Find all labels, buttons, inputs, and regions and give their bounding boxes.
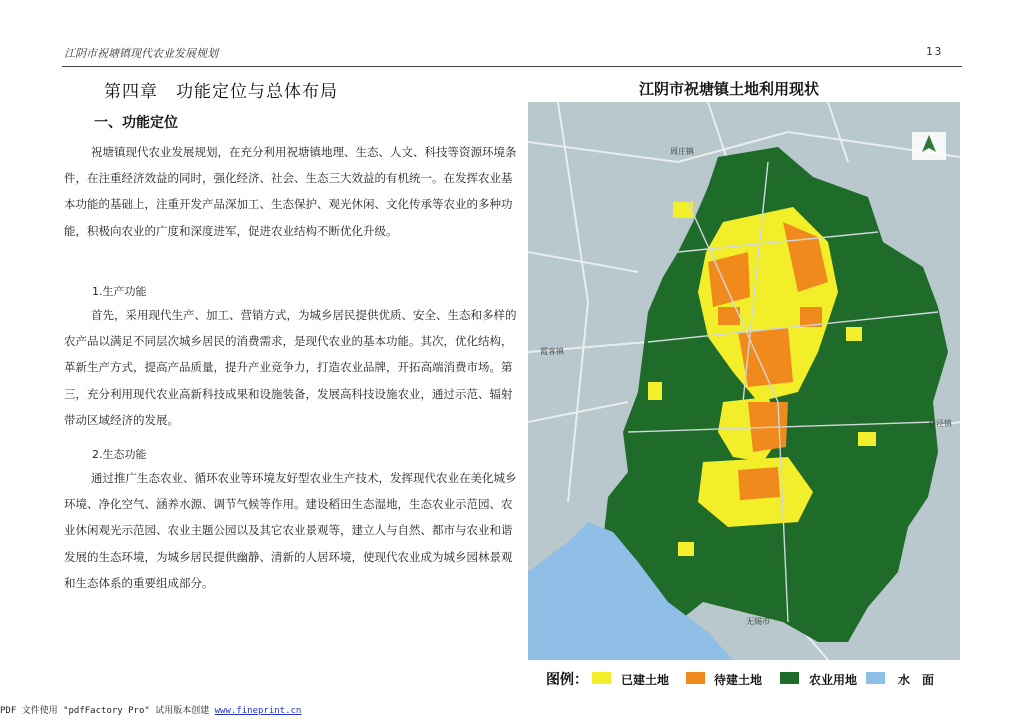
legend-label-built: 已建土地	[621, 673, 670, 687]
chapter-title: 第四章 功能定位与总体布局	[104, 82, 338, 102]
legend-label-agricultural: 农业用地	[809, 673, 858, 687]
place-label-zhouzhuang: 周庄镇	[670, 147, 694, 156]
legend-label-to-build: 待建土地	[714, 673, 763, 687]
land-use-map	[528, 102, 960, 660]
subsection-text-ecology: 通过推广生态农业、循环农业等环境友好型农业生产技术，发挥现代农业在美化城乡环境、净化空气、涵养水源、调节气候等作用。建设稻田生态湿地，生态农业示范园、农业休闲观光示范园、农业主题公园以及其它农业景观等，建立人与自然、都市与农业和谐发展的生态环境，为城乡居民提供幽静、清新的人居环境，使现代农业成为城乡园林景观和生态体系的重要组成部分。	[64, 471, 517, 590]
subsection-text-production: 首先，采用现代生产、加工、营销方式，为城乡居民提供优质、安全、生态和多样的农产品以满足不同层次城乡居民的消费需求，是现代农业的基本功能。其次，优化结构，革新生产方式，提高产品质量，提升产业竞争力，打造农业品牌，开拓高端消费市场。第三，充分利用现代农业高新科技成果和设施装备，发展高科技设施农业，通过示范、辐射带动区域经济的发展。	[64, 308, 517, 427]
north-arrow-icon	[912, 132, 946, 160]
place-label-changjing: 长泾镇	[928, 419, 952, 428]
subsection-heading-ecology: 2.生态功能	[92, 448, 147, 461]
map-legend	[546, 667, 960, 691]
pdf-footer	[0, 703, 301, 716]
legend-title: 图例：	[546, 672, 588, 688]
legend-swatch-built	[592, 672, 611, 684]
intro-paragraph: 祝塘镇现代农业发展规划，在充分利用祝塘镇地理、生态、人文、科技等资源环境条件，在注重经济效益的同时，强化经济、社会、生态三大效益的有机统一。在发挥农业基本功能的基础上，注重开发产品深加工、生态保护、观光休闲、文化传承等农业的多种功能，积极向农业的广度和深度进军，促进农业结构不断优化升级。	[64, 145, 517, 238]
land-use-map-graphic	[528, 102, 960, 660]
footer-link[interactable]: www.fineprint.cn	[214, 706, 302, 716]
legend-swatch-to-build	[686, 672, 705, 684]
subsection-heading-production: 1.生产功能	[92, 285, 147, 298]
place-label-xiake: 霞客镇	[540, 347, 564, 356]
legend-swatch-water	[866, 672, 885, 684]
legend-swatch-agricultural	[780, 672, 799, 684]
footer-text: PDF 文件使用 "pdfFactory Pro" 试用版本创建	[0, 706, 210, 716]
section-title: 一、功能定位	[94, 115, 178, 131]
header-divider	[62, 66, 962, 67]
document-title: 江阴市祝塘镇现代农业发展规划	[64, 47, 218, 60]
page-number: 13	[926, 45, 944, 58]
legend-label-water: 水 面	[898, 673, 935, 687]
map-title: 江阴市祝塘镇土地利用现状	[639, 80, 820, 98]
place-label-wuxi: 无锡市	[746, 617, 770, 626]
